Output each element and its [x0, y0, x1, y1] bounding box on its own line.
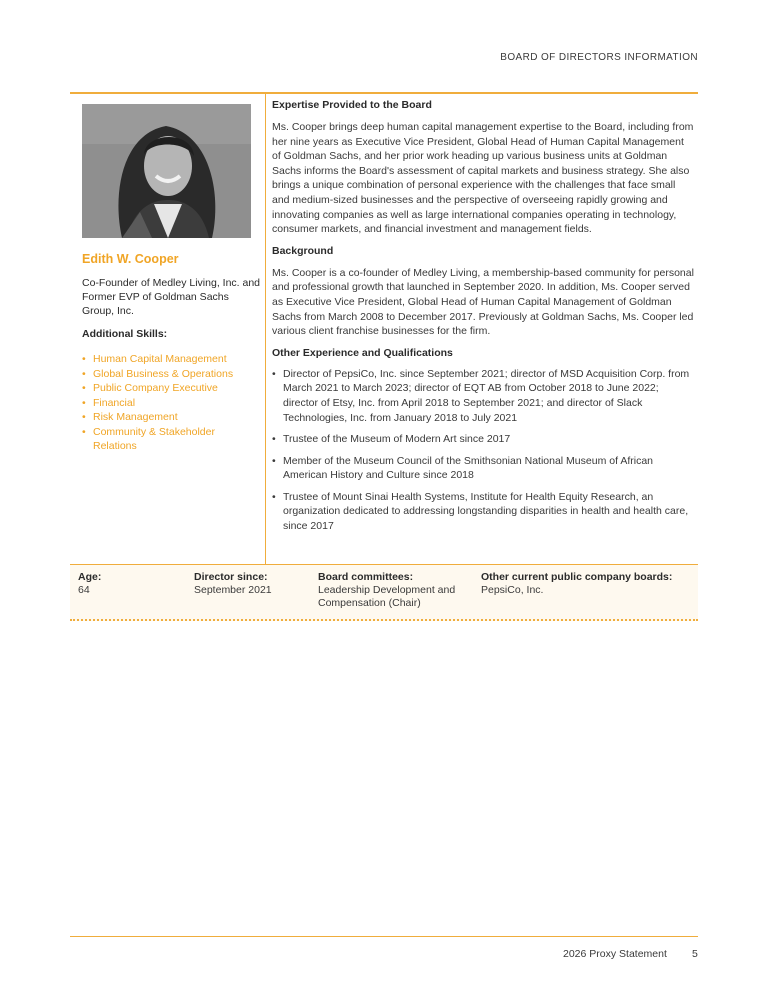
director-title: Co-Founder of Medley Living, Inc. and Former EVP of Goldman Sachs Group, Inc. [82, 277, 261, 317]
skill-item: • Community & Stakeholder Relations [82, 425, 260, 454]
column-divider [265, 94, 266, 564]
committees-label: Board committees: [318, 571, 414, 583]
other-boards-label: Other current public company boards: [481, 571, 673, 583]
skill-item: • Human Capital Management [82, 352, 260, 367]
age-value: 64 [78, 584, 90, 596]
director-photo [82, 104, 251, 238]
bottom-rule [70, 936, 698, 937]
qualification-item: • Trustee of the Museum of Modern Art since 2017 [272, 432, 694, 447]
qualification-item: • Member of the Museum Council of the Smithsonian National Museum of African American History and Culture since 2018 [272, 454, 694, 483]
skill-item: • Financial [82, 396, 260, 411]
director-details [272, 98, 694, 541]
other-boards-value: PepsiCo, Inc. [481, 584, 544, 596]
qualification-item: • Trustee of Mount Sinai Health Systems, Institute for Health Equity Research, an organization dedicated to addressing longstanding disparities in health and health care, since 2017 [272, 490, 694, 534]
skills-list [82, 352, 260, 454]
section-header: BOARD OF DIRECTORS INFORMATION [500, 52, 698, 63]
top-rule [70, 92, 698, 94]
expertise-heading: Expertise Provided to the Board [272, 99, 432, 111]
director-since-label: Director since: [194, 571, 268, 583]
qualification-item: • Director of PepsiCo, Inc. since September 2021; director of MSD Acquisition Corp. from March 2021 to March 2023; director of EQT AB from October 2018 to June 2022; director of Etsy, Inc. from April 2018 to September 2021; and director of Slack Technologies, Inc. from January 2018 to July 2021 [272, 367, 694, 425]
director-info-box [70, 564, 698, 621]
committees-field [318, 571, 468, 610]
qualifications-list [272, 367, 694, 534]
committees-value: Leadership Development and Compensation (Chair) [318, 584, 456, 609]
skill-item: • Public Company Executive [82, 381, 260, 396]
director-since-field [194, 571, 304, 597]
age-label: Age: [78, 571, 102, 583]
director-profile [82, 104, 260, 454]
expertise-text: Ms. Cooper brings deep human capital management expertise to the Board, including from her nine years as Executive Vice President, Global Head of Human Capital Management of Goldman Sachs, and her prior work heading up various business units at Goldman Sachs informs the Board's assessment of capital markets and business strategy. She also brings a unique combination of personal experience with the challenges that face small and medium-sized businesses and the perspective of overseeing rapidly growing and innovating companies as well as large international companies operating in technology, consumer markets, and financial investment and management fields. [272, 121, 694, 236]
director-since-value: September 2021 [194, 584, 272, 596]
other-experience-heading: Other Experience and Qualifications [272, 346, 453, 359]
age-field [78, 571, 178, 597]
skill-item: • Risk Management [82, 410, 260, 425]
background-text: Ms. Cooper is a co-founder of Medley Living, a membership-based community for personal and professional growth that launched in September 2020. In addition, Ms. Cooper served as Executive Vice President, Global Head of Human Capital Management of Goldman Sachs from March 2008 to December 2017. Previously at Goldman Sachs, Ms. Cooper led various client franchise businesses for the firm. [272, 266, 694, 338]
skill-item: • Global Business & Operations [82, 367, 260, 382]
other-boards-field [481, 571, 691, 597]
skills-heading: Additional Skills: [82, 328, 168, 340]
page-number: 5 [692, 948, 698, 960]
director-name: Edith W. Cooper [82, 252, 179, 266]
dotted-rule [70, 619, 698, 621]
footer-label: 2026 Proxy Statement [563, 948, 667, 960]
background-heading: Background [272, 244, 334, 257]
